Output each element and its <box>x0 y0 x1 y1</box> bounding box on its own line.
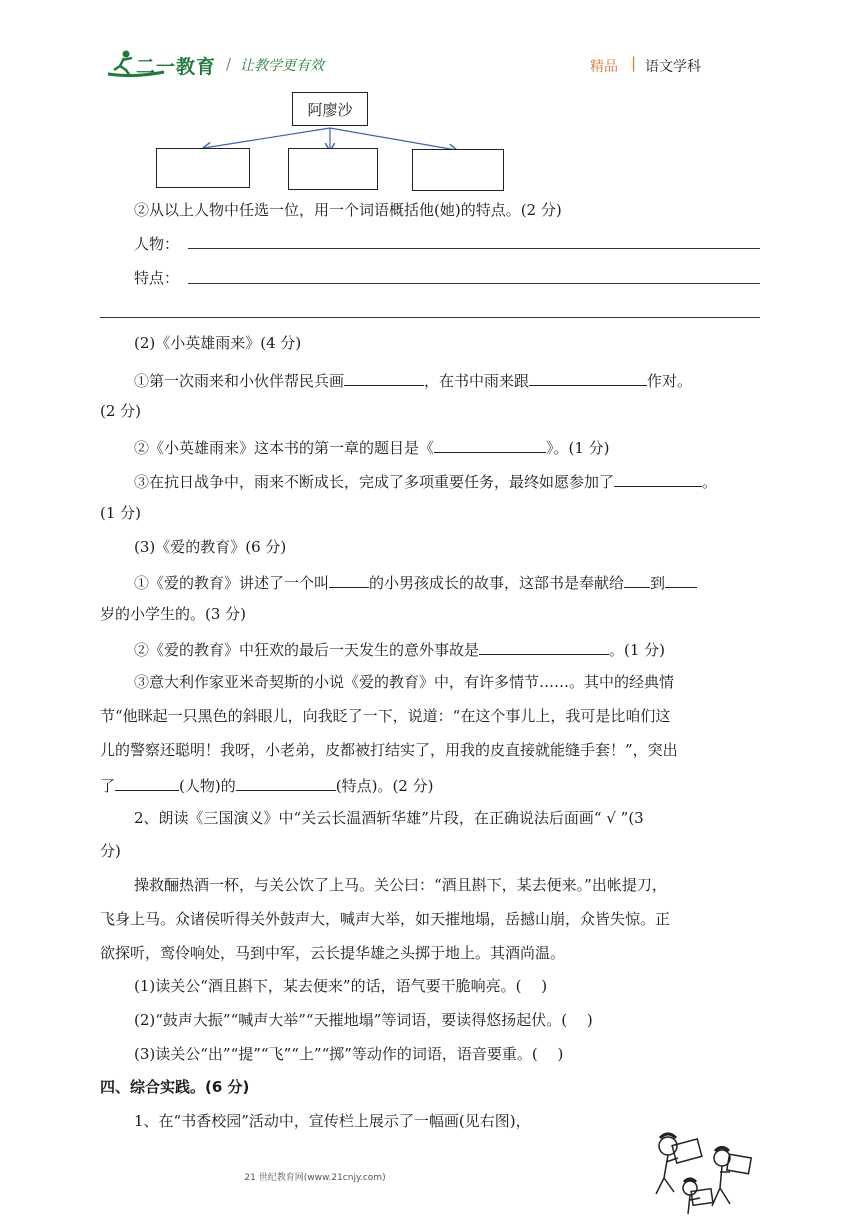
q3-a-blank3[interactable] <box>665 571 697 588</box>
q4-option-1[interactable]: (1)读关公“酒且斟下，某去便来”的话，语气要干脆响亮。( ) <box>134 977 548 995</box>
q3-b <box>134 638 665 660</box>
q2-b-text1: ②《小英雄雨来》这本书的第一章的题目是《 <box>134 439 435 457</box>
q2-a <box>134 369 692 391</box>
q2-b <box>134 436 610 458</box>
q4-option-2[interactable]: (2)“鼓声大振”“喊声大举”“天摧地塌”等词语，要读得悠扬起伏。( ) <box>134 1011 593 1029</box>
header-quality-label: 精品 <box>590 59 618 75</box>
q2-title: (2)《小英雄雨来》(4 分) <box>134 334 302 352</box>
q3-a-text2: 的小男孩成长的故事，这部书是奉献给 <box>369 574 625 592</box>
q3-c-blank2[interactable] <box>236 774 336 791</box>
diagram-blank-box-3[interactable] <box>412 149 504 191</box>
diagram-blank-box-2[interactable] <box>288 148 378 190</box>
person-label: 人物： <box>134 235 180 253</box>
q2-a-score: (2 分) <box>100 402 142 420</box>
q3-a-line2: 岁的小学生的。(3 分) <box>100 605 247 623</box>
q2-c-text2: 。 <box>702 473 718 491</box>
q4-passage-line1: 操救酾热酒一杯，与关公饮了上马。关公曰：“酒且斟下，某去便来。”出帐提刀， <box>134 876 667 894</box>
q4-prompt-line2: 分) <box>100 842 121 860</box>
q1b-prompt: ②从以上人物中任选一位，用一个词语概括他(她)的特点。(2 分) <box>134 201 562 219</box>
q2-c-text1: ③在抗日战争中，雨来不断成长，完成了多项重要任务，最终如愿参加了 <box>134 473 615 491</box>
trait-label: 特点： <box>134 269 180 287</box>
section4-q1: 1、在“书香校园”活动中，宣传栏上展示了一幅画(见右图)， <box>134 1112 531 1130</box>
logo-text: 二一教育 <box>136 56 217 78</box>
q4-passage-line3: 欲探听，鸾伶响处，马到中军，云长提华雄之头掷于地上。其酒尚温。 <box>100 944 566 962</box>
q4-prompt-line1: 2、朗读《三国演义》中“关云长温酒斩华雄”片段，在正确说法后面画“ √ ”(3 <box>134 809 644 827</box>
q2-b-text2: 》。(1 分) <box>546 439 610 457</box>
q3-c-text3: (特点)。(2 分) <box>335 777 434 795</box>
q3-c-text2: (人物)的 <box>179 777 236 795</box>
q3-c-line1: ③意大利作家亚米奇契斯的小说《爱的教育》中，有许多情节……。其中的经典情 <box>134 673 675 691</box>
q3-a-blank1[interactable] <box>329 571 369 588</box>
q2-c <box>134 470 717 492</box>
reading-children-illustration <box>630 1128 760 1216</box>
q2-c-score: (1 分) <box>100 504 142 522</box>
q3-title: (3)《爱的教育》(6 分) <box>134 538 287 556</box>
q3-c-line4 <box>100 774 433 796</box>
q2-a-blank2[interactable] <box>529 369 647 386</box>
character-diagram <box>150 88 520 198</box>
header-slash: / <box>226 55 232 73</box>
q3-a-text3: 到 <box>650 574 666 592</box>
q4-passage-line2: 飞身上马。众诸侯听得关外鼓声大，喊声大举，如天摧地塌，岳撼山崩，众皆失惊。正 <box>100 910 671 928</box>
q3-c-line3: 儿的警察还聪明！我呀，小老弟，皮都被打结实了，用我的皮直接就能缝手套！”，突出 <box>100 741 678 759</box>
header-subject-label: 语文学科 <box>645 59 701 75</box>
q3-a-blank2[interactable] <box>624 571 650 588</box>
q3-b-text1: ②《爱的教育》中狂欢的最后一天发生的意外事故是 <box>134 641 480 659</box>
header-divider: | <box>631 54 637 72</box>
footer-source: 21 世纪教育网(www.21cnjy.com) <box>244 1173 386 1183</box>
q2-b-blank[interactable] <box>434 436 546 453</box>
q4-option-3[interactable]: (3)读关公“出”“提”“飞”“上”“掷”等动作的词语，语音要重。( ) <box>134 1045 564 1063</box>
q2-a-text2: ，在书中雨来跟 <box>424 372 530 390</box>
q3-c-line2: 节“他眯起一只黑色的斜眼儿，向我眨了一下，说道：“在这个事儿上，我可是比咱们这 <box>100 707 671 725</box>
trait-answer-line[interactable] <box>188 283 760 284</box>
q3-b-text2: 。(1 分) <box>609 641 666 659</box>
q2-a-text1: ①第一次雨来和小伙伴帮民兵画 <box>134 372 345 390</box>
section4-title: 四、综合实践。(6 分) <box>100 1078 250 1096</box>
q2-c-blank[interactable] <box>614 470 702 487</box>
q3-c-text1: 了 <box>100 777 116 795</box>
diagram-top-box: 阿廖沙 <box>292 92 368 126</box>
q2-a-text3: 作对。 <box>647 372 693 390</box>
q3-a <box>134 571 697 593</box>
q3-c-blank1[interactable] <box>115 774 179 791</box>
q3-a-text1: ①《爱的教育》讲述了一个叫 <box>134 574 330 592</box>
section-divider <box>100 317 760 318</box>
header-slogan: 让教学更有效 <box>240 58 324 74</box>
person-answer-line[interactable] <box>188 248 760 249</box>
q2-a-blank1[interactable] <box>344 369 424 386</box>
diagram-blank-box-1[interactable] <box>156 148 250 188</box>
q3-b-blank[interactable] <box>479 638 609 655</box>
